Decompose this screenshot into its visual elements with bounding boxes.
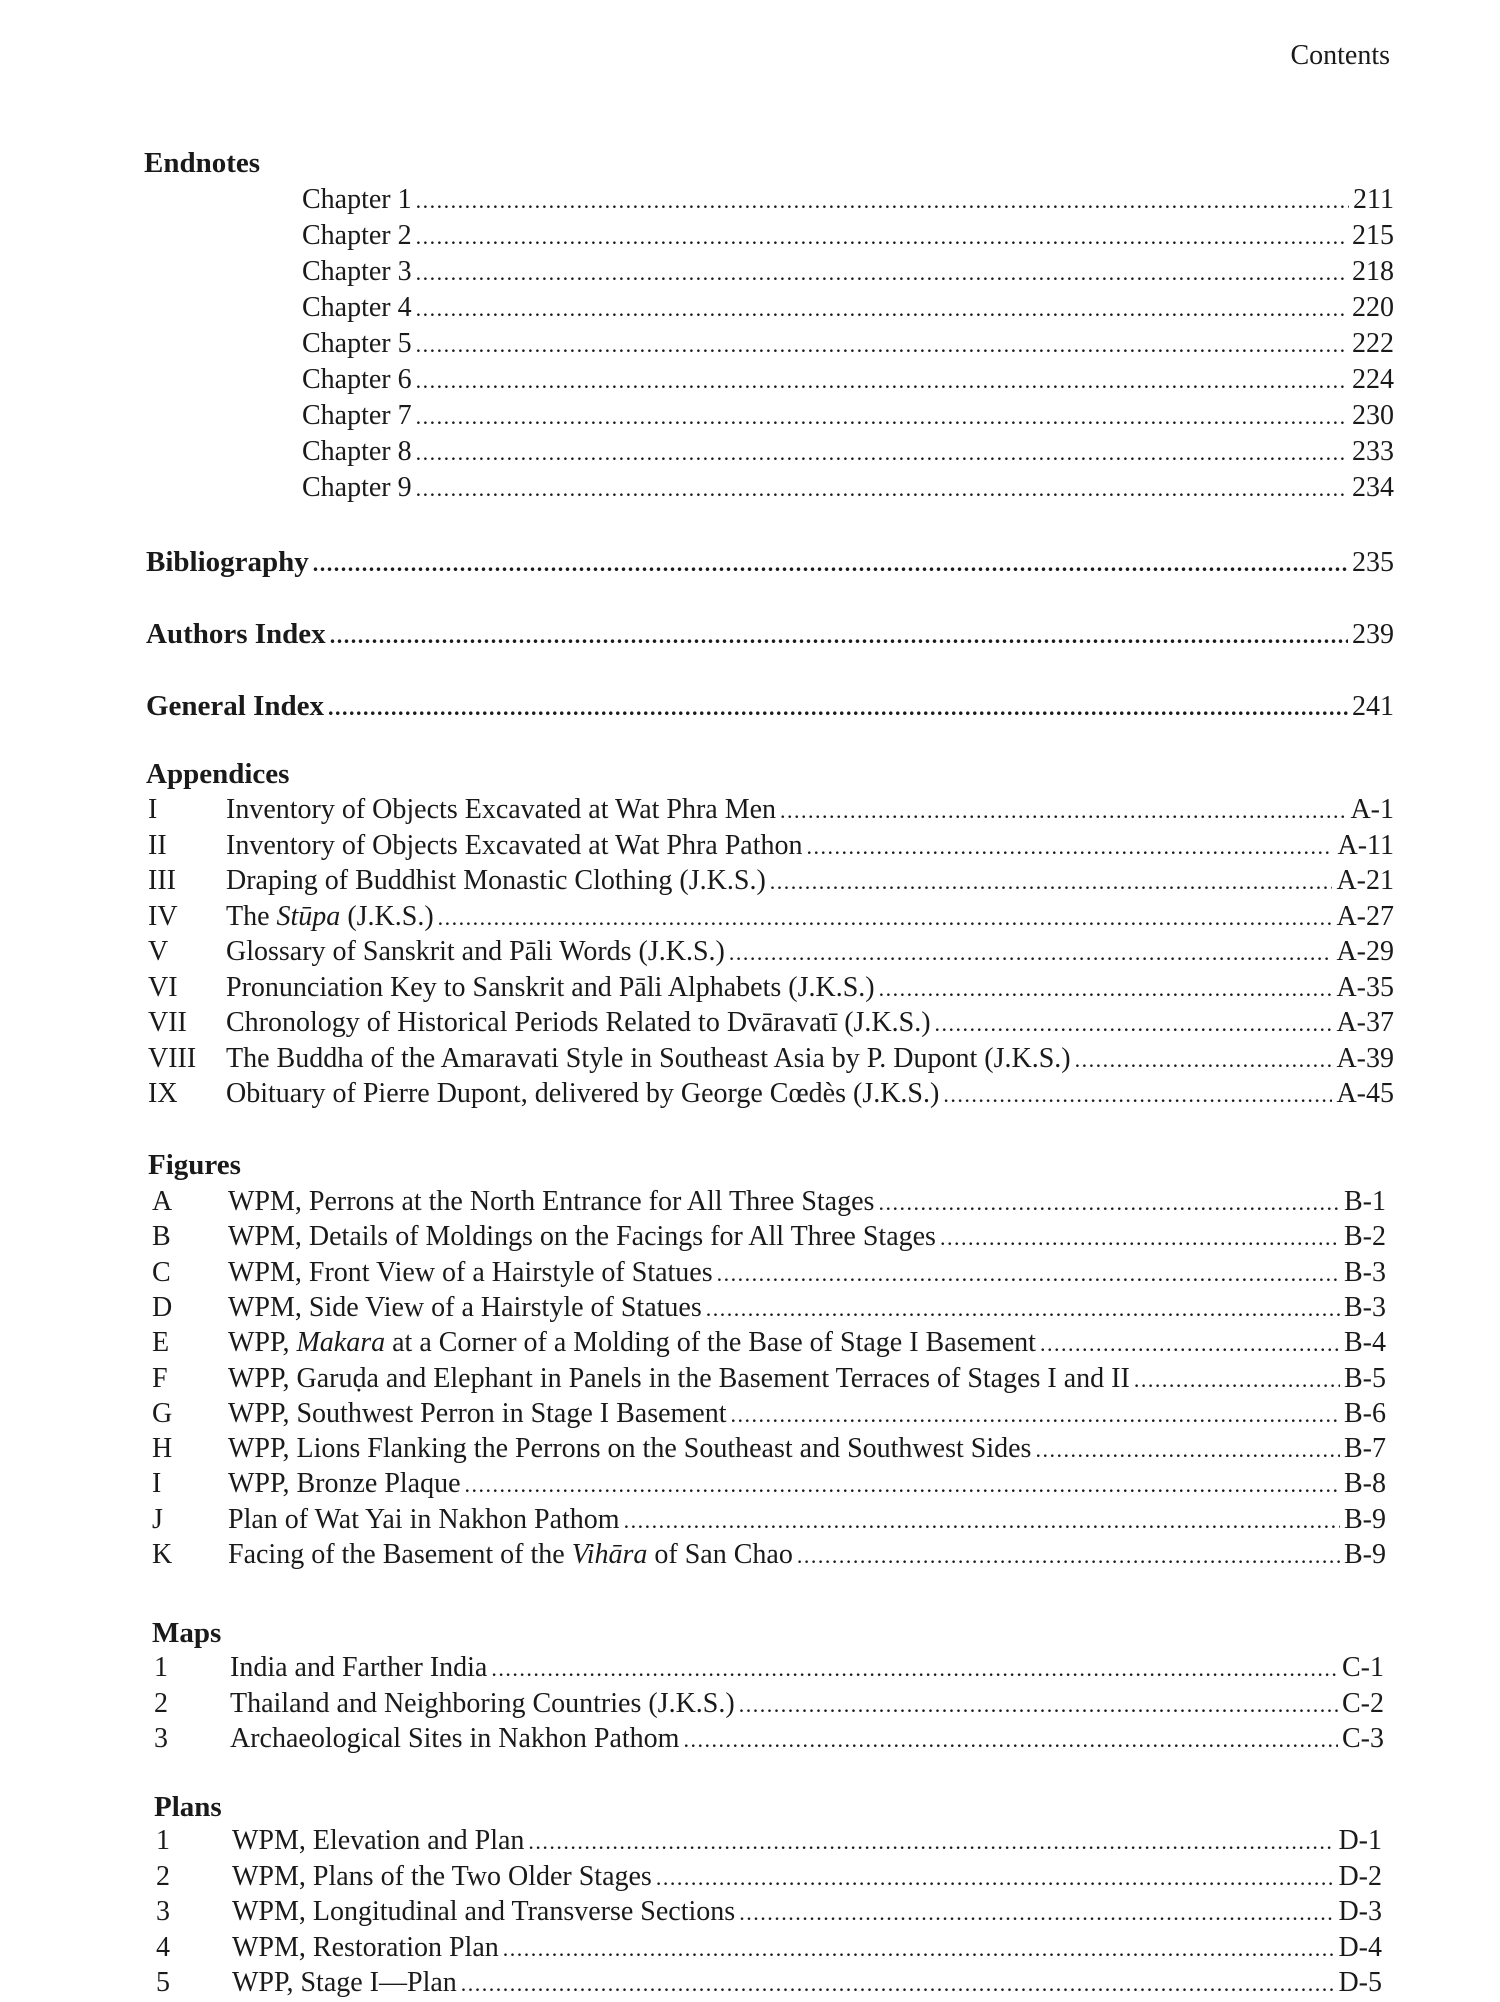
plan-entry [156,1965,1382,2001]
dot-leader [328,688,1348,726]
figure-entry [152,1502,1386,1538]
entry-number: VIII [148,1043,197,1074]
page-number: A-39 [1336,1043,1394,1074]
entry-title-part: WPP, [228,1327,297,1358]
plan-entry [156,1894,1382,1930]
page-number: B-3 [1344,1257,1386,1288]
entry-title: WPP, Stage I—Plan [232,1967,457,1998]
appendix-entry [148,828,1394,864]
appendix-entry [148,1076,1394,1112]
page-number: A-37 [1336,1007,1394,1038]
entry-number: J [152,1504,163,1535]
endnote-entry [302,254,1394,290]
endnote-entry [302,398,1394,434]
entry-number: K [152,1539,173,1570]
dot-leader [416,434,1348,471]
page-number: D-3 [1338,1896,1382,1927]
page-number: A-35 [1336,972,1394,1003]
dot-leader [683,1721,1338,1758]
entry-number: V [148,936,169,967]
page-number: B-3 [1344,1292,1386,1323]
endnote-entry [302,362,1394,398]
endnote-entry [302,218,1394,254]
page-number: B-2 [1344,1221,1386,1252]
entry-number: H [152,1433,173,1464]
dot-leader [943,1076,1332,1113]
appendix-entry [148,970,1394,1006]
dot-leader [491,1650,1338,1687]
entry-number: IX [148,1078,178,1109]
page-number: B-1 [1344,1186,1386,1217]
plan-entry [156,1859,1382,1895]
entry-title: General Index [146,690,325,722]
dot-leader [416,254,1348,291]
appendix-entry [148,1041,1394,1077]
page-number: C-2 [1342,1688,1384,1719]
entry-title: WPM, Restoration Plan [232,1932,499,1963]
entry-title: WPP, Garuḍa and Elephant in Panels in the Basement Terraces of Stages I and II [228,1363,1130,1394]
entry-title-part: The [226,901,277,932]
entry-number: C [152,1257,171,1288]
entry-title: WPM, Elevation and Plan [232,1825,525,1856]
dot-leader [1040,1325,1340,1362]
dot-leader [528,1823,1334,1860]
dot-leader [770,863,1333,900]
figures-heading: Figures [148,1149,241,1181]
entry-title: Chapter 7 [302,400,412,431]
dot-leader [416,290,1348,327]
main-entry [146,688,1394,724]
dot-leader [729,934,1333,971]
dot-leader [330,616,1348,654]
page-number: 230 [1352,400,1394,431]
map-entry [154,1721,1384,1757]
page-number: 220 [1352,292,1394,323]
dot-leader [797,1537,1340,1574]
figure-entry [152,1466,1386,1502]
dot-leader [739,1894,1334,1931]
entry-number: 2 [154,1688,168,1719]
entry-title: WPM, Plans of the Two Older Stages [232,1861,652,1892]
dot-leader [717,1255,1340,1292]
entry-title: WPM, Perrons at the North Entrance for All Three Stages [228,1186,875,1217]
map-entry [154,1686,1384,1722]
page-number: 224 [1352,364,1394,395]
page-number: B-9 [1344,1539,1386,1570]
entry-title-part: Facing of the Basement of the [228,1539,572,1570]
figure-entry [152,1255,1386,1291]
dot-leader [1075,1041,1333,1078]
plan-entry [156,1823,1382,1859]
dot-leader [465,1466,1340,1503]
entry-number: 3 [156,1896,170,1927]
entry-title-part: at a Corner of a Molding of the Base of Stage I Basement [385,1327,1036,1358]
dot-leader [438,899,1333,936]
dot-leader [807,828,1334,865]
dot-leader [416,398,1348,435]
page-number: D-1 [1338,1825,1382,1856]
entry-title: The Buddha of the Amaravati Style in Southeast Asia by P. Dupont (J.K.S.) [226,1043,1071,1074]
entry-title: Chapter 6 [302,364,412,395]
page-number: 239 [1352,619,1394,650]
entry-title: Bibliography [146,546,309,578]
dot-leader [731,1396,1340,1433]
entry-title-part: (J.K.S.) [340,901,434,932]
page-number: C-1 [1342,1652,1384,1683]
entry-title: India and Farther India [230,1652,488,1683]
entry-title: Draping of Buddhist Monastic Clothing (J.K.S.) [226,865,766,896]
entry-number: G [152,1398,173,1429]
entry-number: 1 [156,1825,170,1856]
figure-entry [152,1325,1386,1361]
entry-number: II [148,830,167,861]
appendix-entry [148,899,1394,935]
figure-entry [152,1184,1386,1220]
plans-heading: Plans [154,1791,222,1823]
entry-number: III [148,865,176,896]
entry-number: 1 [154,1652,168,1683]
dot-leader [656,1859,1335,1896]
dot-leader [416,182,1349,219]
entry-title: WPM, Details of Moldings on the Facings for All Three Stages [228,1221,936,1252]
page-number: D-5 [1338,1967,1382,1998]
dot-leader [780,792,1346,829]
entry-number: I [148,794,158,825]
entry-number: A [152,1186,173,1217]
entry-number: 4 [156,1932,170,1963]
dot-leader [940,1219,1340,1256]
page-number: A-45 [1336,1078,1394,1109]
page-number: 233 [1352,436,1394,467]
entry-number: 5 [156,1967,170,1998]
page-number: B-8 [1344,1468,1386,1499]
page-number: A-29 [1336,936,1394,967]
entry-number: IV [148,901,178,932]
page-number: A-27 [1336,901,1394,932]
map-entry [154,1650,1384,1686]
entry-number: F [152,1363,168,1394]
entry-title: WPM, Front View of a Hairstyle of Statues [228,1257,713,1288]
entry-title: Archaeological Sites in Nakhon Pathom [230,1723,680,1754]
page-number: B-6 [1344,1398,1386,1429]
page-number: 241 [1352,691,1394,722]
dot-leader [624,1502,1340,1539]
dot-leader [416,470,1348,507]
entry-title: Thailand and Neighboring Countries (J.K.S.) [230,1688,735,1719]
entry-title: WPP, Southwest Perron in Stage I Basement [228,1398,727,1429]
entry-title-italic: Stūpa [276,901,341,932]
dot-leader [935,1005,1333,1042]
entry-title: Chapter 8 [302,436,412,467]
entry-title: Chapter 1 [302,184,412,215]
entry-title: Pronunciation Key to Sanskrit and Pāli Alphabets (J.K.S.) [226,972,875,1003]
entry-title: WPM, Longitudinal and Transverse Sections [232,1896,736,1927]
entry-number: I [152,1468,162,1499]
entry-number: E [152,1327,170,1358]
dot-leader [313,544,1348,582]
dot-leader [878,1184,1340,1221]
page-number: B-4 [1344,1327,1386,1358]
main-entry [146,544,1394,580]
main-entry [146,616,1394,652]
entry-title-italic: Makara [296,1327,386,1358]
dot-leader [503,1930,1335,1967]
figure-entry [152,1361,1386,1397]
dot-leader [461,1965,1335,2002]
endnote-entry [302,290,1394,326]
dot-leader [1134,1361,1340,1398]
appendix-entry [148,863,1394,899]
entry-title: Chapter 9 [302,472,412,503]
endnotes-heading: Endnotes [144,147,261,179]
maps-heading: Maps [152,1617,222,1649]
entry-title: Obituary of Pierre Dupont, delivered by George Cœdès (J.K.S.) [226,1078,940,1109]
page-number: A-21 [1336,865,1394,896]
entry-title: WPP, Lions Flanking the Perrons on the Southeast and Southwest Sides [228,1433,1032,1464]
entry-title-italic: Vihāra [571,1539,648,1570]
entry-title [228,1325,1036,1361]
entry-title [228,1537,793,1573]
page-number: 211 [1353,184,1394,215]
dot-leader [1035,1431,1340,1468]
entry-title: WPP, Bronze Plaque [228,1468,461,1499]
entry-title: Inventory of Objects Excavated at Wat Phra Pathon [226,830,803,861]
endnote-entry [302,182,1394,218]
appendix-entry [148,934,1394,970]
figure-entry [152,1431,1386,1467]
entry-title: WPM, Side View of a Hairstyle of Statues [228,1292,702,1323]
entry-number: 2 [156,1861,170,1892]
dot-leader [416,218,1348,255]
appendices-heading: Appendices [146,758,290,790]
dot-leader [879,970,1333,1007]
entry-title: Chronology of Historical Periods Related to Dvāravatī (J.K.S.) [226,1007,931,1038]
endnote-entry [302,470,1394,506]
page-number: 222 [1352,328,1394,359]
dot-leader [416,326,1348,363]
entry-title: Authors Index [146,618,326,650]
running-head: Contents [1290,40,1390,71]
page-number: A-11 [1337,830,1394,861]
figure-entry [152,1219,1386,1255]
entry-number: VI [148,972,178,1003]
page-number: D-4 [1338,1932,1382,1963]
entry-title: Glossary of Sanskrit and Pāli Words (J.K.S.) [226,936,725,967]
page-number: B-5 [1344,1363,1386,1394]
entry-title [226,899,434,935]
entry-title: Inventory of Objects Excavated at Wat Phra Men [226,794,777,825]
page-number: B-7 [1344,1433,1386,1464]
appendix-entry [148,1005,1394,1041]
page-number: 218 [1352,256,1394,287]
entry-title: Chapter 5 [302,328,412,359]
entry-number: 3 [154,1723,168,1754]
page-number: 234 [1352,472,1394,503]
entry-title: Plan of Wat Yai in Nakhon Pathom [228,1504,620,1535]
dot-leader [416,362,1348,399]
endnote-entry [302,434,1394,470]
page-number: D-2 [1338,1861,1382,1892]
entry-number: D [152,1292,173,1323]
entry-title: Chapter 2 [302,220,412,251]
entry-title-part: of San Chao [647,1539,793,1570]
endnote-entry [302,326,1394,362]
page-number: 235 [1352,547,1394,578]
entry-title: Chapter 3 [302,256,412,287]
page-number: B-9 [1344,1504,1386,1535]
appendix-entry [148,792,1394,828]
entry-number: B [152,1221,171,1252]
dot-leader [739,1686,1338,1723]
figure-entry [152,1537,1386,1573]
page-number: 215 [1352,220,1394,251]
plan-entry [156,1930,1382,1966]
page-number: A-1 [1350,794,1394,825]
page-number: C-3 [1342,1723,1384,1754]
dot-leader [706,1290,1340,1327]
entry-number: VII [148,1007,187,1038]
figure-entry [152,1290,1386,1326]
entry-title: Chapter 4 [302,292,412,323]
figure-entry [152,1396,1386,1432]
